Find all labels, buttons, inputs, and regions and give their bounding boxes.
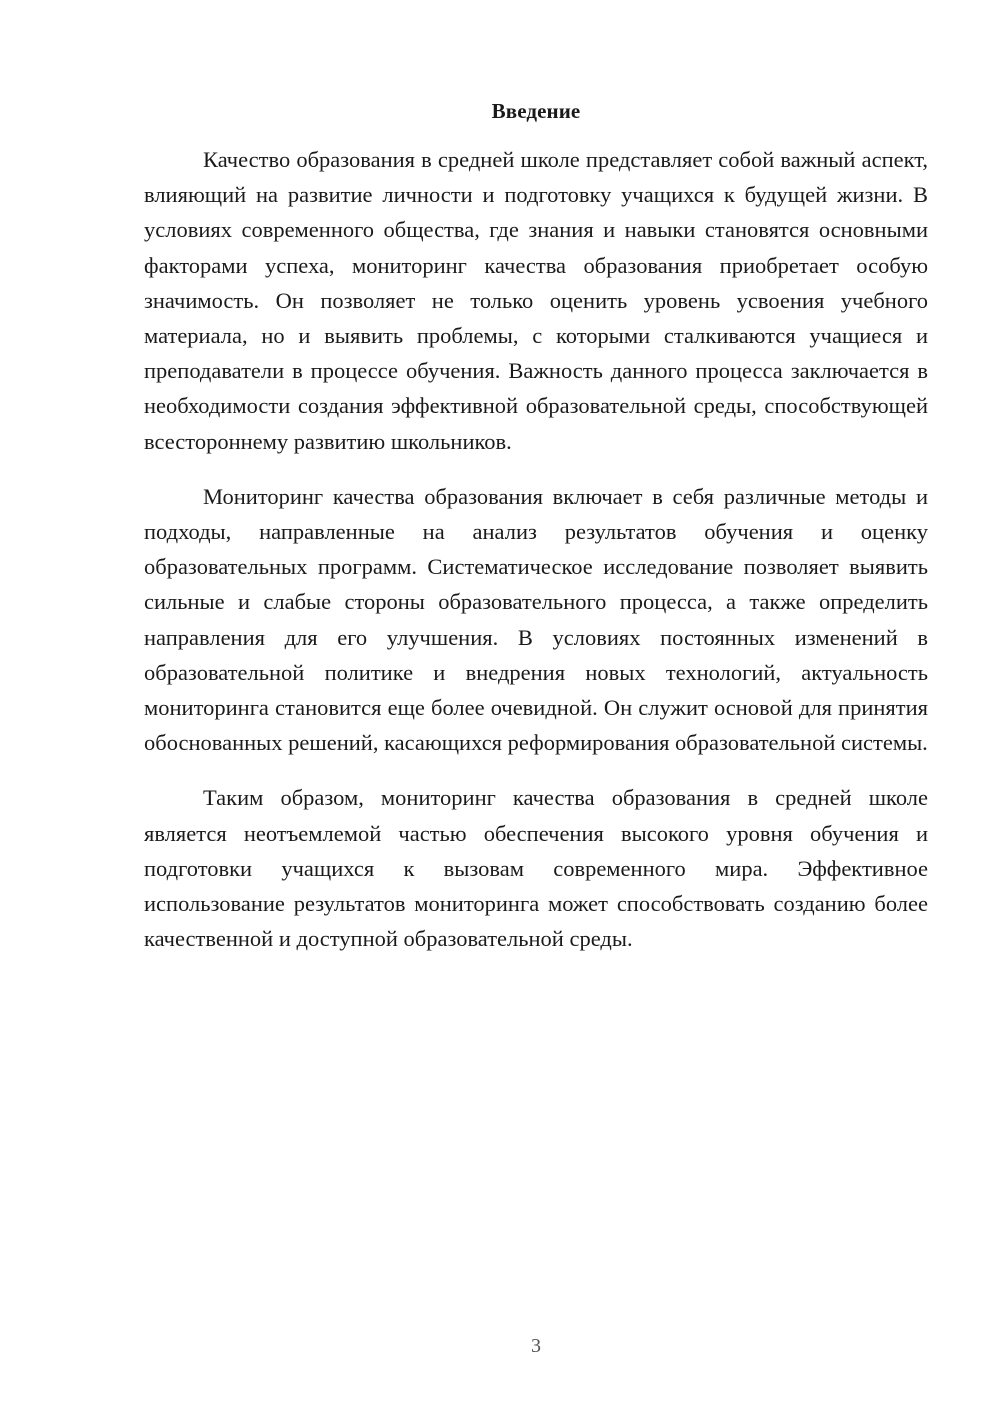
page-number: 3 (531, 1335, 541, 1357)
paragraph-3: Таким образом, мониторинг качества образования в средней школе является неотъемлемой частью обеспечения высокого уровня обучения и подготовки учащихся к вызовам современного мира. Эффективное использование результатов мониторинга может способствовать созданию более качественной и доступной образовательной среды. (144, 785, 928, 952)
body-text (144, 142, 928, 976)
section-heading: Введение (491, 99, 581, 123)
paragraph-2: Мониторинг качества образования включает в себя различные методы и подходы, направленные на анализ результатов обучения и оценку образовательных программ. Систематическое исследование позволяет выявить сильные и слабые стороны образовательного процесса, а также определить направления для его улучшения. В условиях постоянных изменений в образовательной политике и внедрения новых технологий, актуальность мониторинга становится еще более очевидной. Он служит основой для принятия обоснованных решений, касающихся реформирования образовательной системы. (144, 483, 928, 756)
paragraph-1: Качество образования в средней школе представляет собой важный аспект, влияющий на развитие личности и подготовку учащихся к будущей жизни. В условиях современного общества, где знания и навыки становятся основными факторами успеха, мониторинг качества образования приобретает особую значимость. Он позволяет не только оценить уровень усвоения учебного материала, но и выявить проблемы, с которыми сталкиваются учащиеся и преподаватели в процессе обучения. Важность данного процесса заключается в необходимости создания эффективной образовательной среды, способствующей всестороннему развитию школьников. (144, 147, 928, 454)
